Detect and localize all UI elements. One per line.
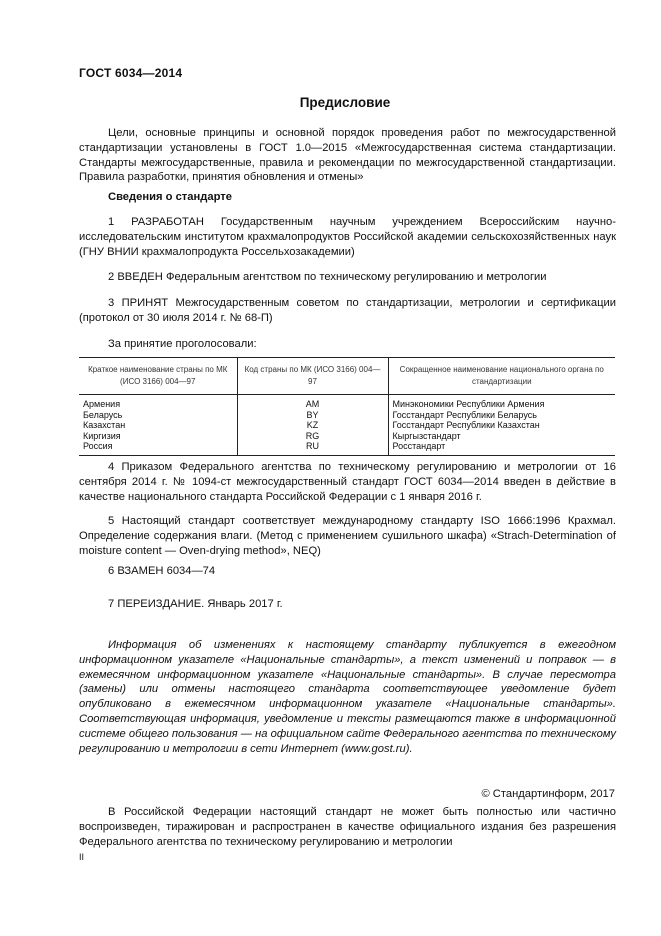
national-body: Кыргызстандарт xyxy=(388,431,615,442)
item-7-text: 7 ПЕРЕИЗДАНИЕ. Январь 2017 г. xyxy=(108,598,283,610)
item-3 xyxy=(79,296,616,326)
item-3-text: 3 ПРИНЯТ Межгосударственным советом по стандартизации, метрологии и сертификации (протокол от 30 июля 2014 г. № 68-П) xyxy=(79,297,616,324)
country-code: RG xyxy=(237,431,388,442)
item-6-text: 6 ВЗАМЕН 6034—74 xyxy=(108,565,216,577)
document-code: ГОСТ 6034—2014 xyxy=(79,66,183,80)
states-table xyxy=(79,357,615,456)
country-code: KZ xyxy=(237,420,388,431)
table-row xyxy=(79,410,615,421)
table-row xyxy=(79,441,615,455)
country-name: Армения xyxy=(83,399,121,409)
vote-label: За принятие проголосовали: xyxy=(108,338,257,350)
item-1 xyxy=(79,215,616,259)
header-country-code: Код страны по МК (ИСО 3166) 004—97 xyxy=(237,358,388,395)
table-row xyxy=(79,431,615,442)
table-row xyxy=(79,420,615,431)
item-4 xyxy=(79,460,616,504)
section-title: Сведения о стандарте xyxy=(108,191,232,203)
changes-notice-text: Информация об изменениях к настоящему стандарту публикуется в ежегодном информационном указателе «Национальные стандарты», а текст изменений и поправок — в ежемесячном информационном указателе «Национальные стандарты». В случае пересмотра (замены) или отмены настоящего стандарта соответствующее уведомление будет опубликовано в ежемесячном информационном указателе «Национальные стандарты». Соответствующая информация, уведомление и тексты размещаются также в информационной системе общего пользования — на официальном сайте Федерального агентства по техническому регулированию и метрологии в сети Интернет (www.gost.ru). xyxy=(79,639,616,755)
item-1-text: 1 РАЗРАБОТАН Государственным научным учреждением Всероссийским научно-исследовательским институтом крахмалопродуктов Российской академии сельскохозяйственных наук (ГНУ ВНИИ крахмалопродукта Россельхозакадемии) xyxy=(79,216,616,258)
country-code: RU xyxy=(237,441,388,455)
item-5-text: 5 Настоящий стандарт соответствует международному стандарту ISO 1666:1996 Крахмал. Определение содержания влаги. (Метод с применением сушильного шкафа) «Strach-Determination of moisture content — Oven-drying method», NEQ) xyxy=(79,515,616,557)
national-body: Госстандарт Республики Беларусь xyxy=(388,410,615,421)
item-5 xyxy=(79,514,616,558)
country-name: Киргизия xyxy=(83,430,121,441)
national-body: Госстандарт Республики Казахстан xyxy=(388,420,615,431)
item-7 xyxy=(79,597,616,612)
header-national-body: Сокращенное наименование национального органа по стандартизации xyxy=(388,358,615,395)
country-name: Казахстан xyxy=(83,420,126,431)
country-code: AM xyxy=(237,395,388,410)
national-body: Росстандарт xyxy=(388,441,615,455)
copyright: © Стандартинформ, 2017 xyxy=(481,788,615,800)
rights-notice xyxy=(79,805,616,849)
intro-paragraph xyxy=(79,126,616,185)
country-name: Россия xyxy=(83,441,113,452)
national-body: Минэкономики Республики Армения xyxy=(388,395,615,410)
page-title: Предисловие xyxy=(299,95,391,110)
changes-notice xyxy=(79,638,616,756)
item-6 xyxy=(79,564,616,579)
item-4-text: 4 Приказом Федерального агентства по техническому регулированию и метрологии от 16 сентября 2014 г. № 1094-ст межгосударственный стандарт ГОСТ 6034—2014 введен в действие в качестве национального стандарта Российской Федерации с 1 января 2016 г. xyxy=(79,461,616,503)
header-country-name: Краткое наименование страны по МК (ИСО 3166) 004—97 xyxy=(79,358,237,395)
item-2-text: 2 ВВЕДЕН Федеральным агентством по техническому регулированию и метрологии xyxy=(108,271,547,283)
table-row xyxy=(79,395,615,410)
table-header-row xyxy=(79,358,615,395)
country-name: Беларусь xyxy=(83,409,123,420)
page-number: II xyxy=(79,852,85,862)
item-2 xyxy=(79,270,616,285)
intro-text: Цели, основные принципы и основной порядок проведения работ по межгосударственной стандартизации установлены в ГОСТ 1.0—2015 «Межгосударственная система стандартизации. Стандарты межгосударственные, правила и рекомендации по межгосударственной стандартизации. Правила разработки, принятия обновления и отмены» xyxy=(79,127,616,184)
rights-notice-text: В Российской Федерации настоящий стандарт не может быть полностью или частично воспроизведен, тиражирован и распространен в качестве официального издания без разрешения Федерального агентства по техническому регулированию и метрологии xyxy=(79,806,616,848)
vote-label-row xyxy=(79,337,616,352)
country-code: BY xyxy=(237,410,388,421)
